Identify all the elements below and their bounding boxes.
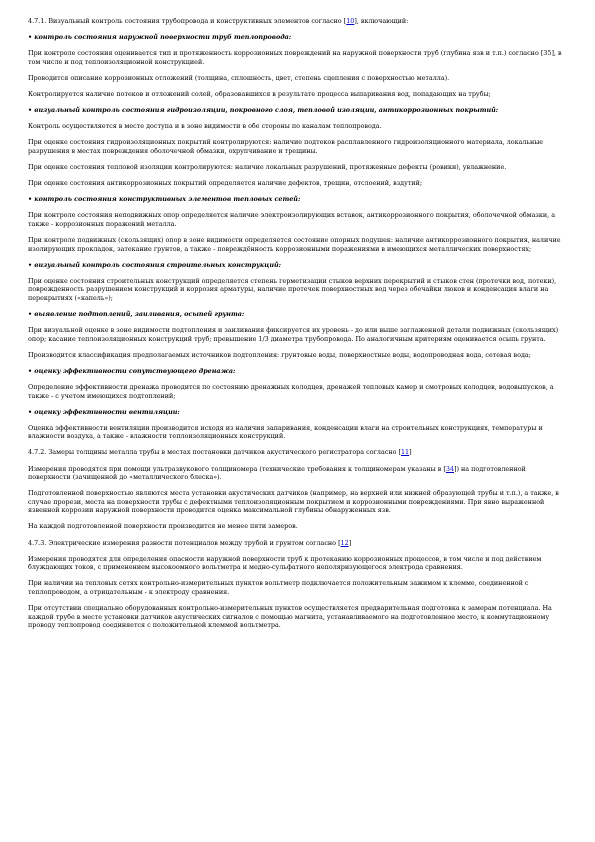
body-paragraph [28,448,568,457]
body-paragraph [28,326,568,343]
section-heading: • контроль состояния конструктивных элементов тепловых сетей: [28,195,301,204]
paragraph-text: При оценке состояния тепловой изоляции контролируются: наличие локальных разрушений, протяженные дефекты (ровики), увлажнение. [28,162,507,171]
body-paragraph [28,277,568,303]
body-paragraph [28,122,568,131]
paragraph-text: При отсутствии специально оборудованных контрольно-измерительных пунктов осуществляется предварительная подготовка к замерам потенциала. На каждой трубе в месте установки датчиков акустических сигналов с помощью магнита, устанавливаемого на подготовленное место, к коммутационному проводу теплопровод соединяется с положительной клеммой вольтметра. [28,604,552,630]
paragraph-text: 4.7.2. Замеры толщины металла трубы в местах постановки датчиков акустического регистратора согласно [ [28,448,401,457]
paragraph-text: 4.7.3. Электрические измерения разности потенциалов между трубой и грунтом согласно [ [28,538,341,547]
body-paragraph [28,604,568,630]
body-paragraph [28,522,568,531]
paragraph-text: Подготовленной поверхностью являются места установки акустических датчиков (например, на верхней или нижней образующей трубы и т.п.), а также, в случае прорези, места на поверхности трубы с дефектными теплоизоляционным покрытием и коррозионными повреждениями. При явно выраженной язвенной коррозии наружной поверхности проводится оценка максимальной глубины обнаруженных язв. [28,489,559,515]
paragraph-text: Проводится описание коррозионных отложений (толщина, сплошность, цвет, степень сцепления с поверхностью металла). [28,73,450,82]
section-heading: • контроль состояния наружной поверхности труб теплопровода: [28,33,292,42]
document-body [28,17,568,637]
body-paragraph [28,90,568,99]
paragraph-text: Контролируется наличие потеков и отложений солей, образовавшихся в результате процесса выпаривания вод, попадающих на трубы; [28,89,491,98]
body-paragraph [28,179,568,188]
body-paragraph [28,539,568,548]
section-heading: • выявление подтоплений, заиливания, осыпей грунта: [28,309,245,318]
paragraph-text-tail: ] [348,538,352,547]
paragraph-text: При визуальной оценке в зоне видимости подтопления и заиливания фиксируется их уровень - до или выше заглаженной детали подвижных (скользящих) опор; касание теплоизоляционных конструкций труб; превышение 1/3 диаметра трубопровода. По аналогичным критериям оценивается осыпь грунта. [28,326,559,343]
paragraph-text: Оценка эффективности вентиляции производится исходя из наличия запаривания, конденсации влаги на строительных конструкциях, температуры и влажности воздуха, а также - влажности теплоизоляционных конструкций. [28,423,543,441]
paragraph-text: Контроль осуществляется в месте доступа и в зоне видимости в обе стороны по каналам теплопровода. [28,122,382,131]
paragraph-text: Определение эффективности дренажа проводится по состоянию дренажных колодцев, дренажей тепловых камер и смотровых колодцев, водовыпусков, а также - с учетом имеющихся подтоплений; [28,382,554,400]
body-paragraph [28,138,568,155]
body-paragraph [28,489,568,515]
section-heading: • визуальный контроль состояния строительных конструкций: [28,260,281,269]
paragraph-text: При наличии на тепловых сетях контрольно-измерительных пунктов вольтметр подключается положительным зажимом к клемме, соединенной с теплопроводом, а отрицательным - к электроду сравнения. [28,579,529,596]
body-paragraph [28,555,568,572]
section-heading: • визуальный контроль состояния гидроизоляции, покровного слоя, тепловой изоляции, антикоррозионных покрытий: [28,106,499,115]
body-paragraph [28,351,568,360]
reference-link[interactable]: 34 [445,464,454,473]
body-paragraph [28,49,568,66]
body-paragraph [28,424,568,441]
body-paragraph [28,383,568,400]
body-paragraph [28,465,568,482]
reference-link[interactable]: 10 [346,17,355,25]
paragraph-text: При контроле подвижных (скользящих) опор в зоне видимости определяется состояние опорных подушек: наличие антикоррозионного покрытия, наличие изолирующих прокладок, затекание грунтов, а также - повреждённость коррозионными поражениями в имеющихся металлических поверхностях; [28,235,561,253]
paragraph-text: При оценке состояния строительных конструкций определяется степень герметизации стыков верхних перекрытий и стыков стен (протечки вод, потеки), поврежденность разрушением конструкций и коррозия арматуры, наличие протечек поверхностных вод через обечайки люков и конденсация влаги на перекрытиях («капель»); [28,276,557,302]
body-paragraph [28,236,568,253]
paragraph-text: При контроле состояния неподвижных опор определяется наличие электроизолирующих вставок, антикоррозионного покрытия, оболочечной обмазки, а также - коррозионных поражений металла. [28,211,556,228]
paragraph-text-tail: ], включающий: [354,17,409,25]
paragraph-text-tail: ] [409,448,412,457]
paragraph-text: При оценке состояния антикоррозионных покрытий определяется наличие дефектов, трещин, отслоений, вздутий; [28,179,423,188]
paragraph-text: 4.7.1. Визуальный контроль состояния трубопровода и конструктивных элементов согласно [ [28,17,347,25]
reference-link[interactable]: 12 [340,538,349,547]
body-paragraph [28,579,568,596]
paragraph-text: При оценке состояния гидроизоляционных покрытий контролируются: наличие подтеков расплавленного гидроизоляционного материала, локальные разрушения в местах повреждения оболочечной обмазки, охрупчивание и трещины. [28,138,544,155]
paragraph-text: Производится классификация предполагаемых источников подтопления: грунтовые воды, поверхностные воды, водопроводная вода, сетевая вода; [28,350,531,359]
body-paragraph [28,163,568,172]
paragraph-text: Измерения проводятся для определения опасности наружной поверхности труб к протеканию коррозионных процессов, в том числе и под действием блуждающих токов, с применением высокоомного вольтметра и медно-сульфатного неполяризующегося электрода сравнения. [28,554,542,572]
section-heading: • оценку эффективности вентиляции: [28,407,180,416]
paragraph-text: Измерения проводятся при помощи ультразвукового толщиномера (технические требования к толщиномерам указаны в [ [28,464,446,473]
paragraph-text-tail: ]) на подготовленной поверхности (зачищенной до «металлического блеска»). [28,464,526,482]
body-paragraph [28,17,568,26]
section-heading: • оценку эффективности сопутствующего дренажа: [28,366,236,375]
paragraph-text: При контроле состояния оценивается тип и протяженность коррозионных повреждений на наружной поверхности труб (глубина язв и т.п.) согласно [35], в том числе и под теплоизоляционной конструкцией. [28,49,562,66]
paragraph-text: На каждой подготовленной поверхности производится не менее пяти замеров. [28,522,298,531]
body-paragraph [28,211,568,228]
body-paragraph [28,74,568,83]
reference-link[interactable]: 11 [400,448,410,457]
